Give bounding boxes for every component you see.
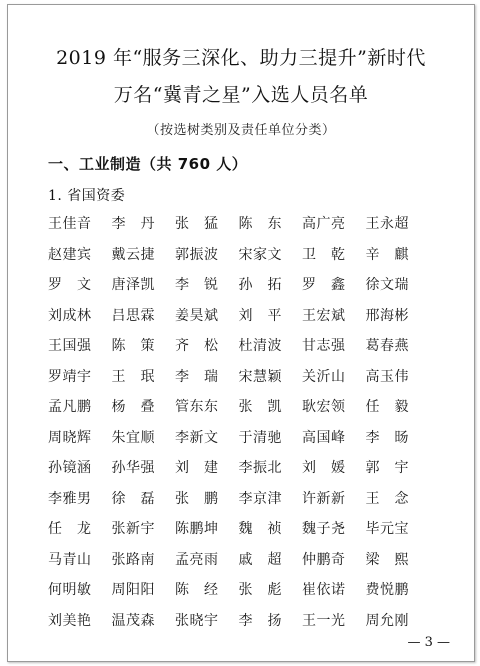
names-row: [48, 612, 448, 643]
title-line-2: 万名“冀青之星”入选人员名单: [113, 84, 369, 106]
name-entry: 李 锐: [175, 277, 219, 293]
name-entry: 宋家文: [238, 246, 282, 263]
name-entry: 杜清波: [238, 338, 282, 354]
name-entry: 徐 磊: [111, 490, 155, 507]
name-entry: 罗 文: [48, 277, 92, 293]
name-entry: 赵建宾: [48, 246, 92, 263]
page-number: — 3 —: [407, 635, 450, 650]
name-entry: 戴云捷: [111, 246, 155, 263]
name-entry: 魏 祯: [238, 521, 282, 537]
names-row: [48, 276, 448, 307]
names-row: [48, 398, 448, 429]
name-entry: 高玉伟: [365, 368, 409, 385]
name-entry: 姜昊斌: [175, 307, 219, 324]
name-entry: 宋慧颖: [238, 368, 282, 385]
name-entry: 魏子尧: [302, 521, 346, 537]
name-entry: 刘 媛: [302, 460, 346, 476]
name-entry: 罗靖宇: [48, 368, 92, 385]
name-entry: 戚 超: [238, 551, 282, 568]
name-entry: 王 念: [365, 490, 409, 507]
name-entry: 吕思霖: [111, 307, 155, 324]
name-entry: 张 凯: [238, 399, 282, 415]
names-row: [48, 368, 448, 399]
name-entry: 王佳音: [48, 216, 92, 232]
name-entry: 任 毅: [365, 399, 409, 415]
name-entry: 邢海彬: [365, 307, 409, 324]
name-entry: 朱宜顺: [111, 429, 155, 446]
section-heading: 一、工业制造（共 760 人）: [48, 155, 248, 173]
name-entry: 崔依诺: [302, 582, 346, 598]
names-row: [48, 337, 448, 368]
name-entry: 于清驰: [238, 429, 282, 446]
name-entry: 何明敏: [48, 582, 92, 598]
name-entry: 葛春燕: [365, 338, 409, 354]
name-entry: 刘成林: [48, 307, 92, 324]
names-row: [48, 551, 448, 582]
name-entry: 罗 鑫: [302, 277, 346, 293]
name-entry: 关沂山: [302, 368, 346, 385]
name-entry: 杨 叠: [111, 399, 155, 415]
names-row: [48, 459, 448, 490]
name-entry: 张路南: [111, 551, 155, 568]
name-entry: 张 彪: [238, 582, 282, 598]
name-entry: 郭 宇: [365, 460, 409, 476]
names-row: [48, 215, 448, 246]
name-entry: 陈 策: [111, 338, 155, 354]
name-entry: 张 鹏: [175, 490, 219, 507]
name-entry: 齐 松: [175, 338, 219, 354]
name-entry: 李 瑞: [175, 368, 219, 385]
name-entry: 徐文瑞: [365, 277, 409, 293]
name-entry: 王国强: [48, 338, 92, 354]
name-entry: 周阳阳: [111, 582, 155, 598]
name-entry: 陈 东: [238, 216, 282, 232]
name-entry: 李 扬: [238, 612, 282, 629]
name-entry: 王 珉: [111, 368, 155, 385]
names-row: [48, 307, 448, 338]
name-entry: 高广亮: [302, 216, 346, 232]
name-entry: 孙 拓: [238, 277, 282, 293]
name-entry: 王一光: [302, 612, 346, 629]
name-entry: 张新宇: [111, 521, 155, 537]
name-entry: 梁 熙: [365, 551, 409, 568]
name-entry: 孙镜涵: [48, 460, 92, 476]
name-entry: 温茂森: [111, 612, 155, 629]
name-entry: 刘美艳: [48, 612, 92, 629]
name-entry: 费悦鹏: [365, 582, 409, 598]
names-row: [48, 429, 448, 460]
name-entry: 马青山: [48, 551, 92, 568]
name-entry: 任 龙: [48, 521, 92, 537]
name-entry: 张 猛: [175, 216, 219, 232]
name-entry: 李 旸: [365, 429, 409, 446]
name-entry: 周允刚: [365, 612, 409, 629]
name-entry: 管东东: [175, 399, 219, 415]
name-entry: 毕元宝: [365, 521, 409, 537]
name-entry: 李新文: [175, 429, 219, 446]
names-grid: [48, 215, 448, 642]
name-entry: 耿宏领: [302, 399, 346, 415]
names-row: [48, 490, 448, 521]
name-entry: 高国峰: [302, 429, 346, 446]
subsection-heading: 1. 省国资委: [48, 188, 126, 204]
name-entry: 卫 乾: [302, 246, 346, 263]
name-entry: 甘志强: [302, 338, 346, 354]
name-entry: 李 丹: [111, 216, 155, 232]
names-row: [48, 246, 448, 277]
name-entry: 孟凡鹏: [48, 399, 92, 415]
name-entry: 李雅男: [48, 490, 92, 507]
name-entry: 刘 建: [175, 460, 219, 476]
names-row: [48, 520, 448, 551]
name-entry: 许新新: [302, 490, 346, 507]
name-entry: 郭振波: [175, 246, 219, 263]
name-entry: 李振北: [238, 460, 282, 476]
name-entry: 周晓辉: [48, 429, 92, 446]
name-entry: 陈 经: [175, 582, 219, 598]
title-line-1: 2019 年“服务三深化、助力三提升”新时代: [56, 47, 426, 69]
name-entry: 仲鹏奇: [302, 551, 346, 568]
name-entry: 李京津: [238, 490, 282, 507]
name-entry: 辛 麒: [365, 246, 409, 263]
name-entry: 陈鹏坤: [175, 521, 219, 537]
name-entry: 孙华强: [111, 460, 155, 476]
document-page: [7, 4, 475, 662]
name-entry: 孟亮雨: [175, 551, 219, 568]
name-entry: 刘 平: [238, 307, 282, 324]
name-entry: 王宏斌: [302, 307, 346, 324]
names-row: [48, 581, 448, 612]
subtitle: （按选树类别及责任单位分类）: [146, 123, 336, 138]
name-entry: 唐泽凯: [111, 277, 155, 293]
name-entry: 王永超: [365, 216, 409, 232]
name-entry: 张晓宇: [175, 612, 219, 629]
